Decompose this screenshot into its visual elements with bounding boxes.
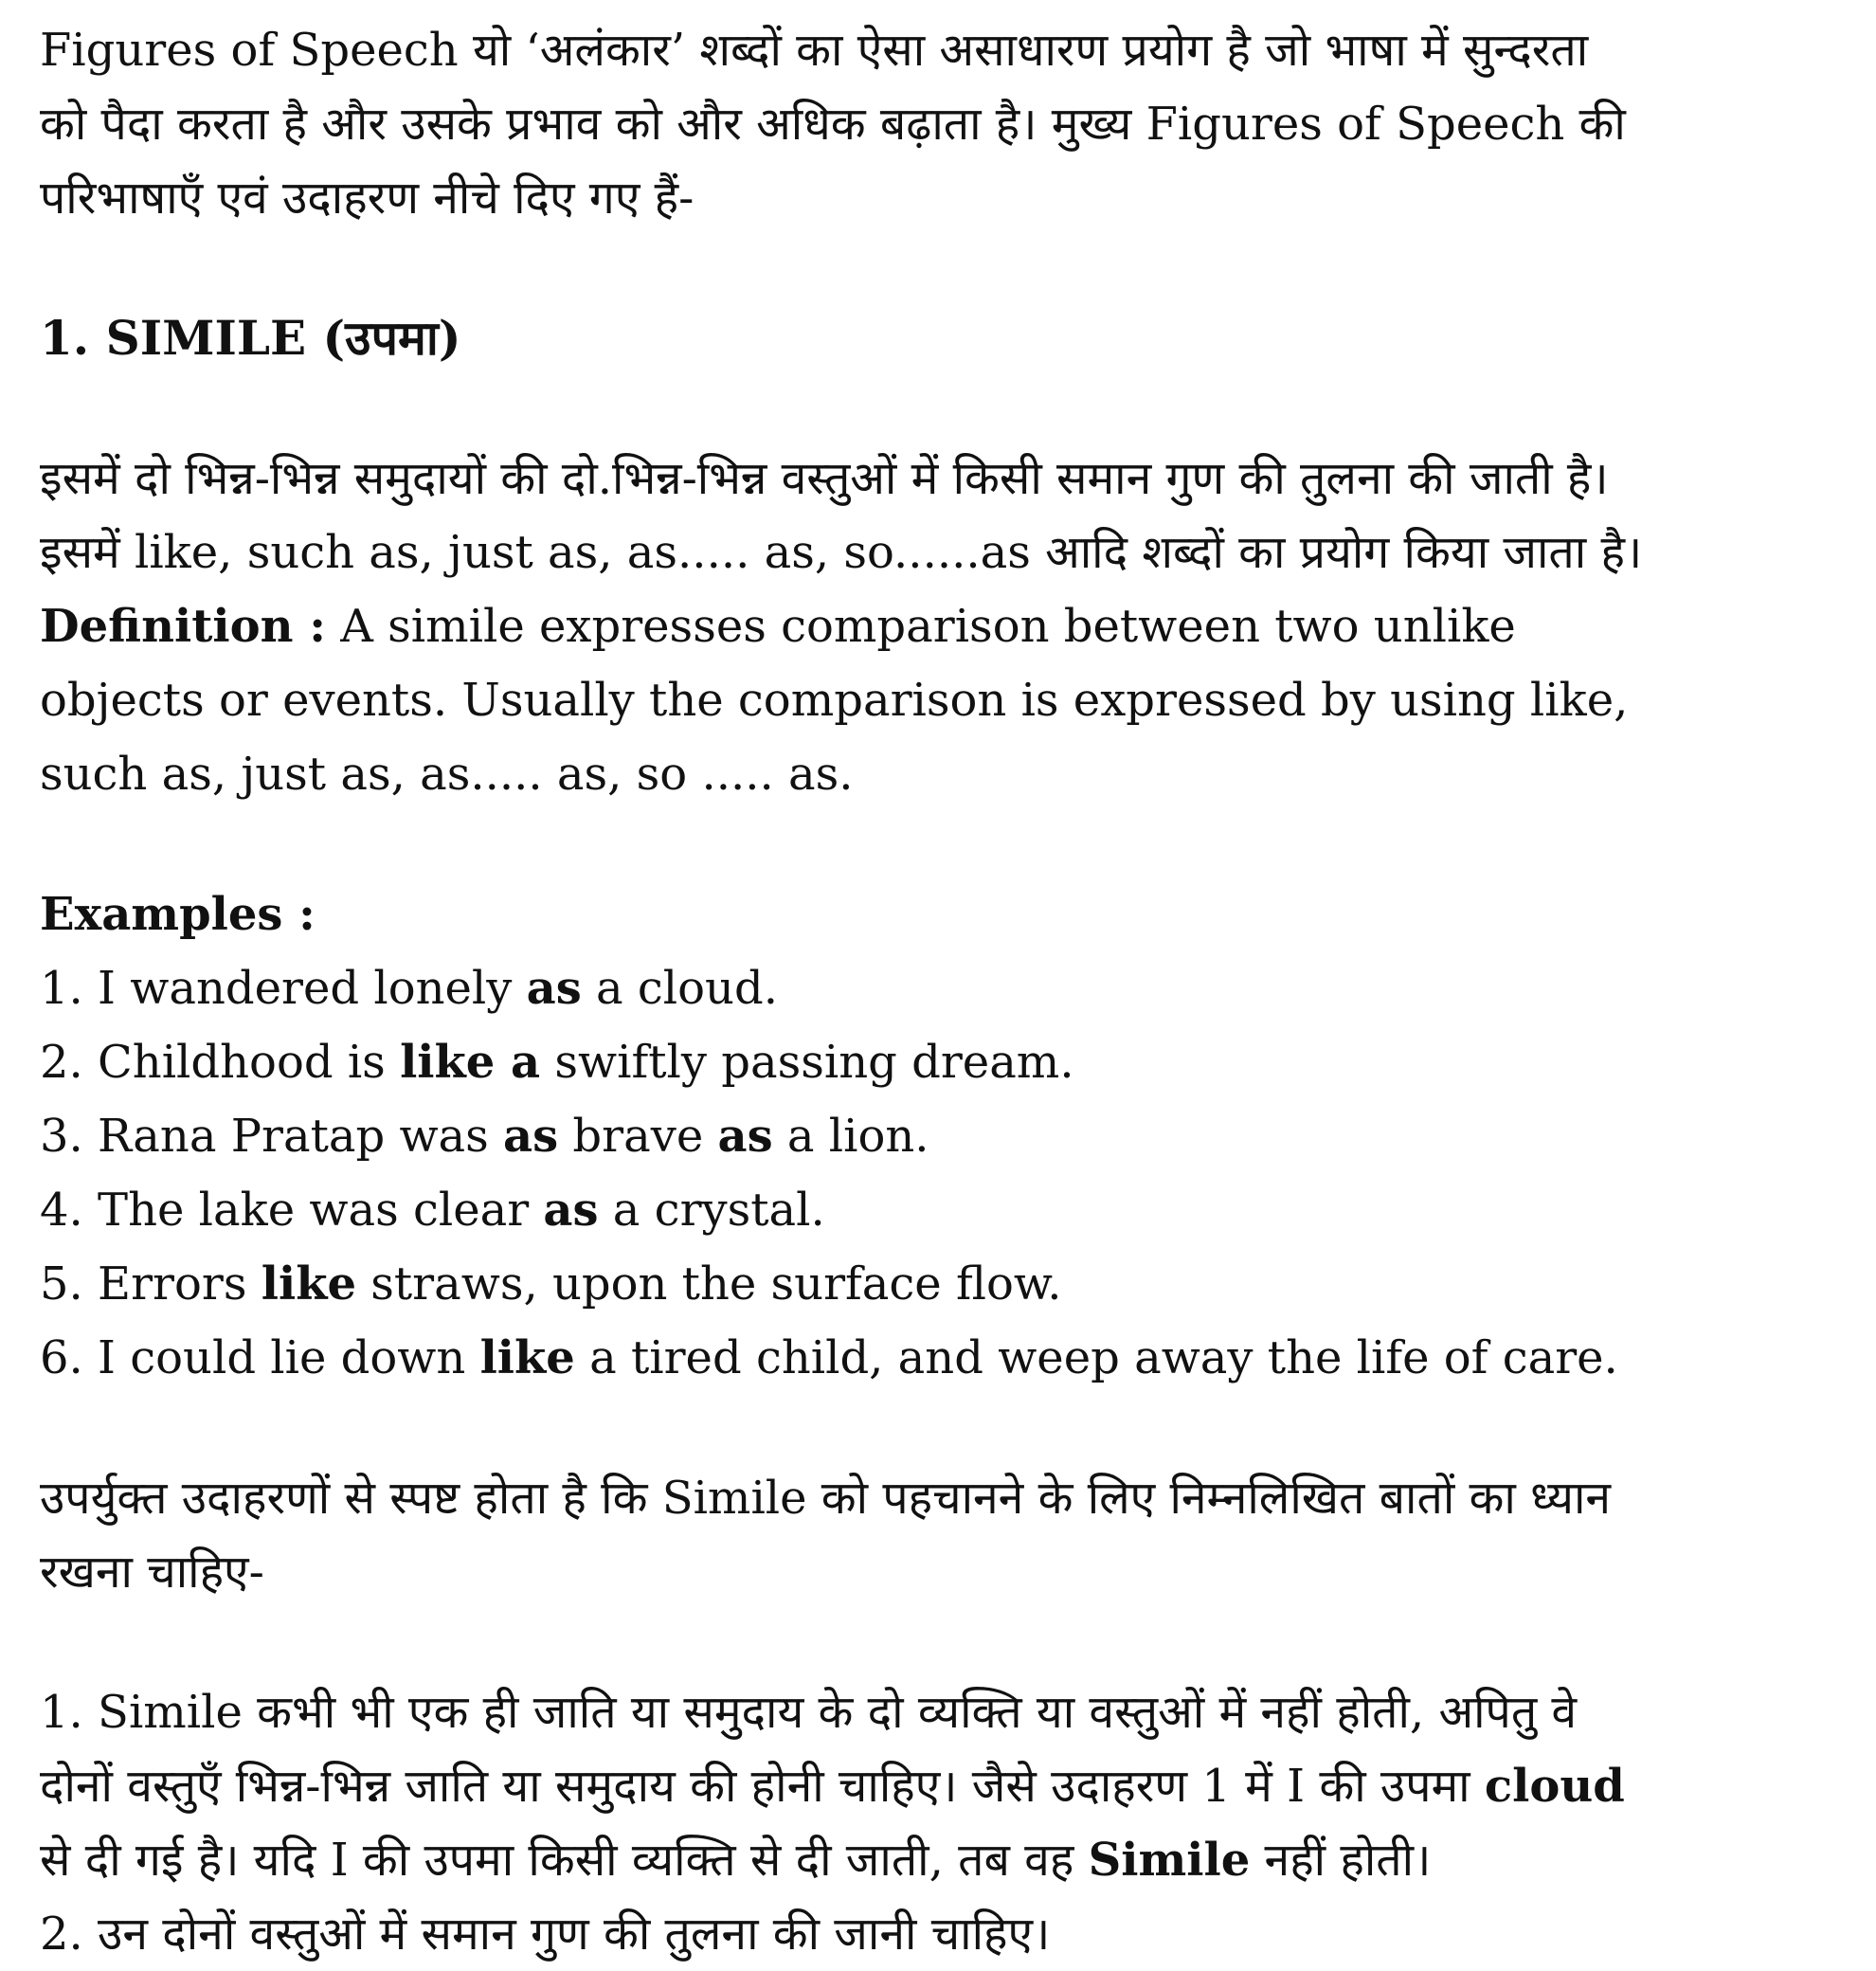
intro-line: को पैदा करता है और उसके प्रभाव को और अधिक बढ़ाता है। मुख्य Figures of Speech की (40, 98, 1626, 151)
example-item: 2. Childhood is like a swiftly passing dream. (40, 1036, 1074, 1089)
point-line: से दी गई है। यदि I की उपमा किसी व्यक्ति से दी जाती, तब वह Simile नहीं होती। (40, 1834, 1432, 1887)
point-line: 2. उन दोनों वस्तुओं में समान गुण की तुलना की जानी चाहिए। (40, 1908, 1051, 1961)
definition-line: objects or events. Usually the comparison is expressed by using like, (40, 674, 1629, 727)
points-list (40, 1675, 1838, 1971)
definition-label: Definition : (40, 600, 326, 653)
example-item: 5. Errors like straws, upon the surface flow. (40, 1257, 1062, 1311)
section-title: 1. SIMILE (उपमा) (40, 310, 461, 366)
examples-heading: Examples : (40, 888, 316, 941)
example-item: 3. Rana Pratap was as brave as a lion. (40, 1110, 929, 1163)
definition-text: A simile expresses comparison between two unlike (325, 600, 1516, 653)
intro-paragraph (40, 13, 1838, 235)
conclusion-line: उपर्युक्त उदाहरणों से स्पष्ट होता है कि Simile को पहचानने के लिए निम्नलिखित बातों का ध्यान (40, 1472, 1612, 1525)
example-item: 1. I wandered lonely as a cloud. (40, 962, 778, 1015)
hindi-explanation-line: इसमें like, such as, just as, as..... as, so......as आदि शब्दों का प्रयोग किया जाता है। (40, 526, 1643, 579)
conclusion-paragraph (40, 1461, 1838, 1609)
conclusion-line: रखना चाहिए- (40, 1546, 264, 1599)
definition-line: such as, just as, as..... as, so ..... as. (40, 748, 854, 801)
hindi-explanation-line: इसमें दो भिन्न-भिन्न समुदायों की दो.भिन्न-भिन्न वस्तुओं में किसी समान गुण की तुलना की जाती है। (40, 452, 1609, 505)
definition-line (40, 589, 1838, 663)
hindi-explanation (40, 442, 1838, 811)
example-item: 6. I could lie down like a tired child, and weep away the life of care. (40, 1331, 1618, 1384)
point-line: दोनों वस्तुएँ भिन्न-भिन्न जाति या समुदाय की होनी चाहिए। जैसे उदाहरण 1 में I की उपमा cloud (40, 1760, 1625, 1813)
example-item: 4. The lake was clear as a crystal. (40, 1184, 825, 1237)
examples-block (40, 877, 1838, 1395)
intro-line: परिभाषाएँ एवं उदाहरण नीचे दिए गए हैं- (40, 172, 694, 225)
point-line: 1. Simile कभी भी एक ही जाति या समुदाय के दो व्यक्ति या वस्तुओं में नहीं होती, अपितु वे (40, 1686, 1578, 1739)
intro-line: Figures of Speech यो ‘अलंकार’ शब्दों का ऐसा असाधारण प्रयोग है जो भाषा में सुन्दरता (40, 24, 1589, 77)
